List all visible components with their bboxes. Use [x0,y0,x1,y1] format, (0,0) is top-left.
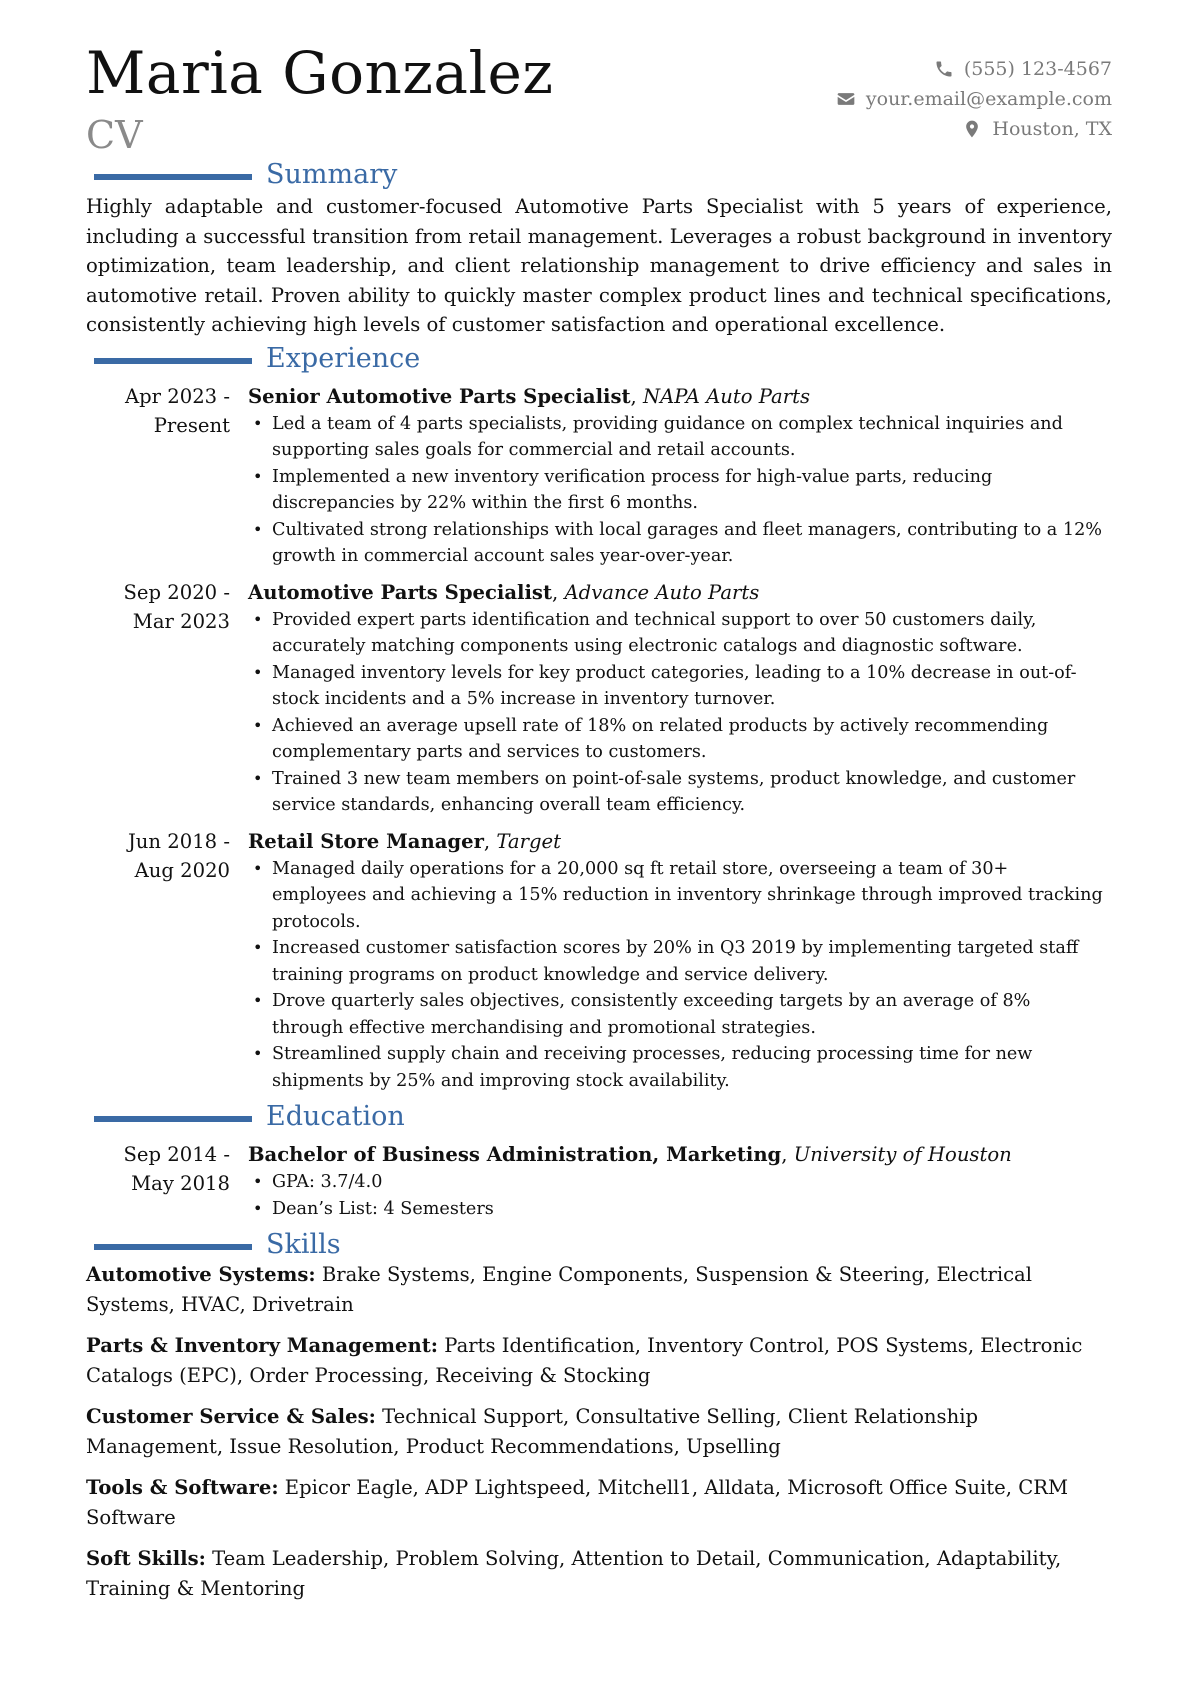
map-pin-icon [962,119,982,139]
section-summary-heading [86,160,1112,190]
phone-text: (555) 123-4567 [963,58,1112,80]
skill-row [86,1473,1112,1532]
bullet-item: • GPA: 3.7/4.0 [272,1169,1112,1196]
bullet-item: • Increased customer satisfaction scores by 20% in Q3 2019 by implementing targeted staff training programs on product knowledge and service delivery. [272,935,1112,988]
skill-label: Tools & Software: [86,1476,279,1499]
resume-header [86,40,1112,158]
skill-value: Epicor Eagle, ADP Lightspeed, Mitchell1, Alldata, Microsoft Office Suite, CRM Software [86,1476,1069,1529]
entry-date: Apr 2023 - Present [124,384,230,437]
skill-label: Soft Skills: [86,1547,206,1570]
entry-body [248,827,1112,1095]
entry-bullets [248,607,1112,819]
entry-heading: Bachelor of Business Administration, Marketing, University of Houston [248,1143,1012,1166]
section-education-heading [86,1102,1112,1132]
bullet-item: • Trained 3 new team members on point-of-sale systems, product knowledge, and customer service standards, enhancing overall team efficiency. [272,766,1112,819]
entry-school: University of Houston [793,1143,1012,1166]
skill-value: Technical Support, Consultative Selling, Client Relationship Management, Issue Resolution, Product Recommendations, Upselling [86,1405,979,1458]
envelope-icon [836,89,856,109]
entry-org: NAPA Auto Parts [643,384,811,408]
skill-value: Brake Systems, Engine Components, Suspension & Steering, Electrical Systems, HVAC, Drivetrain [86,1263,1033,1316]
resume-page [86,40,1112,1615]
entry-bullets [248,411,1112,570]
skill-value: Parts Identification, Inventory Control, POS Systems, Electronic Catalogs (EPC), Order Processing, Receiving & Stocking [86,1334,1083,1387]
section-title: Summary [266,159,398,190]
entry-org: Advance Auto Parts [564,580,760,604]
contact-block [836,54,1112,144]
bullet-item: • Managed inventory levels for key product categories, leading to a 10% decrease in out-of-stock incidents and a 5% increase in inventory turnover. [272,660,1112,713]
contact-phone [836,54,1112,84]
entry-org: Target [496,829,561,853]
section-accent-bar [94,1244,252,1250]
section-title: Experience [266,342,421,374]
location-text: Houston, TX [992,118,1112,140]
bullet-item: • Drove quarterly sales objectives, consistently exceeding targets by an average of 8% through effective merchandising and promotional strategies. [272,988,1112,1041]
email-text: your.email@example.com [865,88,1112,110]
experience-entry [86,827,1112,1095]
skill-row [86,1260,1112,1319]
skills-list [86,1260,1112,1603]
skill-row [86,1402,1112,1461]
entry-role: Retail Store Manager [248,829,484,853]
phone-icon [934,59,954,79]
bullet-item: • Led a team of 4 parts specialists, providing guidance on complex technical inquiries and supporting sales goals for commercial and retail accounts. [272,411,1112,464]
skill-label: Parts & Inventory Management: [86,1334,439,1357]
entry-date: Sep 2014 - May 2018 [123,1143,230,1195]
entry-date: Sep 2020 - Mar 2023 [123,580,230,633]
entry-body [248,578,1112,819]
skill-value: Team Leadership, Problem Solving, Attention to Detail, Communication, Adaptability, Training & Mentoring [86,1547,1062,1600]
section-accent-bar [94,174,252,180]
bullet-item: • Implemented a new inventory verification process for high-value parts, reducing discrepancies by 22% within the first 6 months. [272,464,1112,517]
experience-entry [86,578,1112,819]
contact-location [836,114,1112,144]
section-accent-bar [94,358,252,364]
entry-body [248,1140,1112,1222]
section-title: Skills [266,1229,341,1260]
entry-bullets [248,1169,1112,1222]
skill-label: Automotive Systems: [86,1263,316,1286]
entry-heading: Automotive Parts Specialist, Advance Auto Parts [248,580,760,604]
entry-body [248,382,1112,570]
skill-row [86,1331,1112,1390]
entry-degree: Bachelor of Business Administration, Marketing [248,1143,782,1166]
contact-email [836,84,1112,114]
skill-label: Customer Service & Sales: [86,1405,376,1428]
section-accent-bar [94,1116,252,1122]
education-entry [86,1140,1112,1222]
bullet-item: • Managed daily operations for a 20,000 sq ft retail store, overseeing a team of 30+ employees and achieving a 15% reduction in inventory shrinkage through improved tracking protocols. [272,856,1112,936]
entry-heading: Senior Automotive Parts Specialist, NAPA Auto Parts [248,384,811,408]
document-subtitle: CV [86,113,143,157]
bullet-item: • Achieved an average upsell rate of 18% on related products by actively recommending complementary parts and services to customers. [272,713,1112,766]
entry-date: Jun 2018 - Aug 2020 [127,829,230,882]
section-title: Education [266,1101,405,1132]
bullet-item: • Dean’s List: 4 Semesters [272,1196,1112,1223]
entry-role: Automotive Parts Specialist [248,580,553,604]
entry-role: Senior Automotive Parts Specialist [248,384,631,408]
experience-entry [86,382,1112,570]
skill-row [86,1544,1112,1603]
entry-heading: Retail Store Manager, Target [248,829,561,853]
section-skills-heading [86,1230,1112,1260]
entry-bullets [248,856,1112,1095]
bullet-item: • Streamlined supply chain and receiving processes, reducing processing time for new shipments by 25% and improving stock availability. [272,1041,1112,1094]
bullet-item: • Cultivated strong relationships with local garages and fleet managers, contributing to a 12% growth in commercial account sales year-over-year. [272,517,1112,570]
section-experience-heading [86,344,1112,374]
bullet-item: • Provided expert parts identification and technical support to over 50 customers daily, accurately matching components using electronic catalogs and diagnostic software. [272,607,1112,660]
summary-text: Highly adaptable and customer-focused Automotive Parts Specialist with 5 years of experience, including a successful transition from retail management. Leverages a robust background in inventory optimization, team leadership, and client relationship management to drive efficiency and sales in automotive retail. Proven ability to quickly master complex product lines and technical specifications, consistently achieving high levels of customer satisfaction and operational excellence. [86,195,1112,336]
candidate-name: Maria Gonzalez [86,39,554,107]
